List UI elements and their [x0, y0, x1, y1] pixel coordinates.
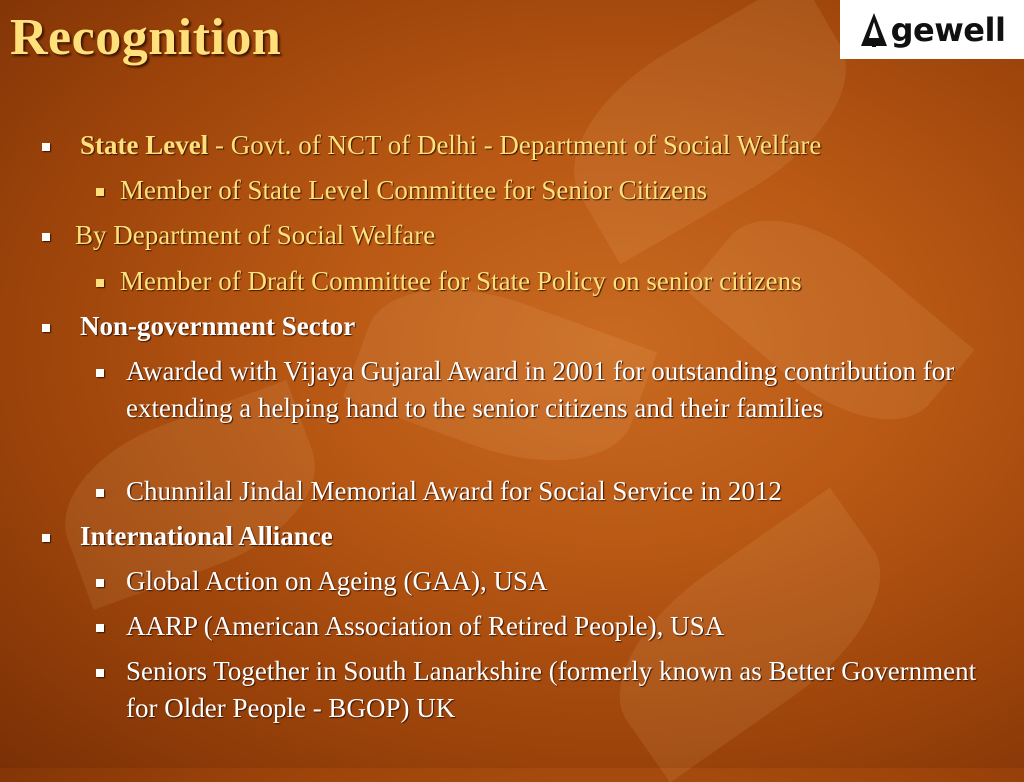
list-item-text: By Department of Social Welfare — [75, 220, 436, 250]
list-item — [0, 563, 1024, 600]
list-item-text: AARP (American Association of Retired People), USA — [126, 611, 725, 641]
square-bullet-icon — [96, 369, 104, 377]
list-item — [0, 653, 1024, 727]
logo-wordmark: gewell — [890, 10, 1006, 49]
list-item-text: Member of Draft Committee for State Policy on senior citizens — [120, 266, 802, 296]
square-bullet-icon — [42, 143, 50, 151]
square-bullet-icon — [42, 534, 50, 542]
state-level-detail: - Govt. of NCT of Delhi - Department of Social Welfare — [208, 130, 822, 160]
list-item — [0, 608, 1024, 645]
list-item — [0, 217, 1024, 254]
square-bullet-icon — [42, 324, 50, 332]
list-item — [0, 473, 1024, 510]
list-item — [0, 353, 1024, 464]
list-item-text: Non-government Sector — [80, 311, 356, 341]
list-item-text: Global Action on Ageing (GAA), USA — [126, 566, 548, 596]
list-item — [0, 308, 1024, 345]
list-item — [0, 172, 1024, 209]
list-item-text: Awarded with Vijaya Gujaral Award in 2001 for outstanding contribution for extending a helping hand to the senior citizens and their families — [126, 356, 955, 423]
square-bullet-icon — [96, 579, 104, 587]
agewell-logo — [840, 0, 1024, 59]
list-item — [0, 518, 1024, 555]
list-item-text: International Alliance — [80, 521, 333, 551]
state-level-label: State Level — [80, 130, 209, 160]
square-bullet-icon — [96, 624, 104, 632]
square-bullet-icon — [96, 489, 104, 497]
list-item — [0, 263, 1024, 300]
square-bullet-icon — [96, 188, 104, 196]
list-item-text: Member of State Level Committee for Senior Citizens — [120, 175, 708, 205]
square-bullet-icon — [96, 669, 104, 677]
square-bullet-icon — [42, 233, 50, 241]
square-bullet-icon — [96, 279, 104, 287]
list-item — [0, 127, 1024, 164]
list-item-text — [80, 127, 821, 164]
list-item-text: Chunnilal Jindal Memorial Award for Social Service in 2012 — [126, 476, 782, 506]
slide-title: Recognition — [10, 9, 282, 66]
list-item-text: Seniors Together in South Lanarkshire (formerly known as Better Government for Older People - BGOP) UK — [126, 656, 977, 723]
tree-logo-icon — [859, 12, 889, 48]
